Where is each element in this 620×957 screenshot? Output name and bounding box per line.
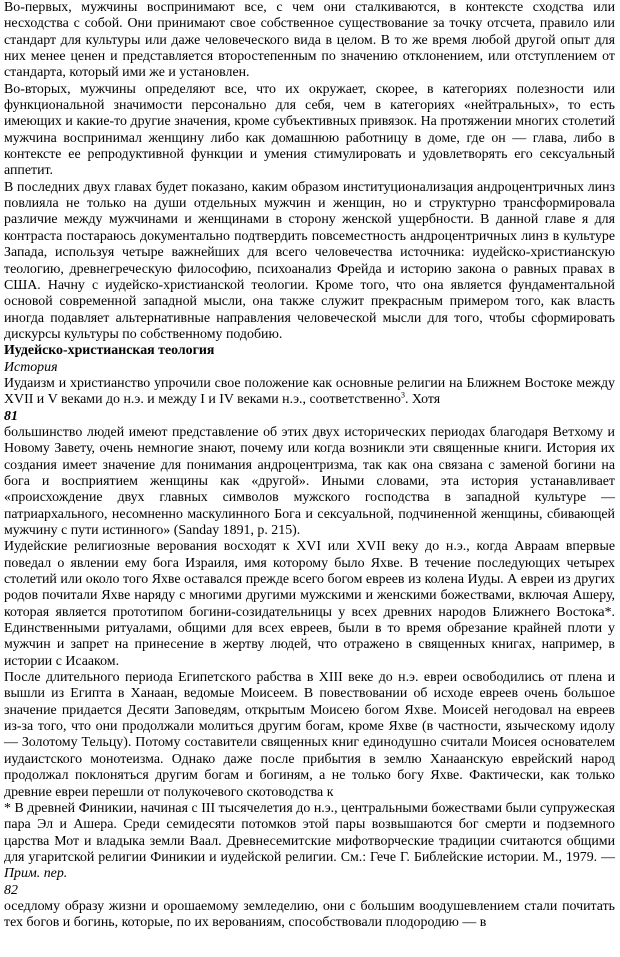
paragraph-history-tail: . Хотя xyxy=(404,392,441,408)
paragraph-history-text: Иудаизм и христианство упрочили свое положение как основные религии на Ближнем Востоке между XVII и V веками до н.э. и между I и IV веками н.э., соответственно xyxy=(4,375,615,408)
paragraph-second: Во-вторых, мужчины определяют все, что их окружает, скорее, в категориях полезности или функциональной значимости персонально для себя, чем в категориях «нейтральных», то есть имеющих и какие-то другие значения, кроме субъективных привязок. На протяжении многих столетий мужчина воспринимал женщину либо как домашнюю работницу в доме, где он — глава, либо в контексте ее репродуктивной функции и умения стимулировать и удовлетворять его сексуальный аппетит. xyxy=(4,81,615,179)
footnote-text: * В древней Финикии, начиная с III тысячелетия до н.э., центральными божествами были супружеская пара Эл и Ашера. Среди семидесяти потомков этой пары возвышаются бог смерти и подземного царства Мот и владыка земли Ваал. Древнесемитские мифотворческие традиции считаются общими для угаритской религии Финикии и иудейской религии. См.: Гече Г. Библейские истории. М., 1979. — xyxy=(4,800,615,865)
paragraph-third: В последних двух главах будет показано, каким образом институционализация андроцентричных линз повлияла не только на души отдельных мужчин и женщин, но и структурно трансформировала различие между мужчинами и женщинами в сторону женской ущербности. В данной главе я для контраста постараюсь документально подтвердить повсеместность андроцентричных линз в культуре Запада, используя четыре важнейших для всего человечества источника: иудейско-христианскую теологию, древнегреческую философию, психоанализ Фрейда и историю закона о равных правах в США. Начну с иудейско-христианской теологии. Кроме того, что она является фундаментальной основой современной западной мысли, она также служит прекрасным примером того, как власть иногда подавляет альтернативные направления человеческой мысли для того, чтобы сформировать дискурсы культуры по собственному подобию. xyxy=(4,179,615,342)
page-number-81: 81 xyxy=(4,408,18,424)
paragraph-agriculture: оседлому образу жизни и орошаемому земледелию, они с большим воодушевлением стали почитать тех богов и богинь, которые, по их верованиям, способствовали плодородию — в xyxy=(4,898,615,931)
paragraph-testaments: большинство людей имеют представление об этих двух исторических периодах благодаря Ветхому и Новому Завету, очень немногие знают, почему или когда возникли эти священные книги. История их создания имеет значение для понимания андроцентризма, так как она связана с заменой богини на бога и восприятием женщины как «другой». Иными словами, эта история устанавливает «происхождение двух главных символов мужского господства в западной культуре — патриархального, несомненно маскулинного Бога и сексуальной, подчиненной женщины, сбивающей мужчину с пути истинного» (Sanday 1891, p. 215). xyxy=(4,424,615,538)
document-page xyxy=(4,0,615,932)
footnote-reference: 3 xyxy=(400,390,405,400)
paragraph-first: Во-первых, мужчины воспринимают все, с чем они сталкиваются, в контексте сходства или несходства с собой. Они принимают свое собственное существование за точку отсчета, правило или стандарт для культуры или даже человеческого вида в целом. В то же время любой другой опыт для них менее ценен и представляется второстепенным по значению отклонением, или отступлением от стандарта, который ими же и установлен. xyxy=(4,0,615,81)
page-number-82: 82 xyxy=(4,882,18,898)
section-heading: Иудейско-христианская теология xyxy=(4,343,215,359)
footnote xyxy=(4,801,615,883)
footnote-translator-note: Прим. пер. xyxy=(4,866,68,882)
paragraph-yahweh: Иудейские религиозные верования восходят к XVI или XVII веку до н.э., когда Авраам впервые поведал о явлении ему бога Израиля, имя которому было Яхве. В течение последующих четырех столетий или около того Яхве оставался прежде всего богом евреев из колена Иуды. А евреи из других родов почитали Яхве наряду с многими другими мужскими и женскими божествами, включая Ашеру, которая является прототипом богини-созидательницы у всех древних народов Ближнего Востока*. Единственными ритуалами, общими для всех евреев, были в то время обрезание крайней плоти у мужчин и запрет на принесение в жертву людей, что отражено в священных книгах, например, в истории с Исааком. xyxy=(4,539,615,669)
section-subheading: История xyxy=(4,359,58,375)
paragraph-exodus: После длительного периода Египетского рабства в XIII веке до н.э. евреи освободились от плена и вышли из Египта в Ханаан, ведомые Моисеем. В повествовании об исходе евреев очень большое значение придается Десяти Заповедям, открытым Моисею богом Яхве. Моисей негодовал на евреев из-за того, что они продолжали молиться другим богам, кроме Яхве (в частности, языческому идолу — Золотому Тельцу). Потому составители священных книг единодушно считали Моисея основателем иудаистского монотеизма. Однако даже после прибытия в землю Ханаанскую еврейский народ продолжал поклоняться другим богам и богиням, а не только богу Яхве. Фактически, как только древние евреи перешли от полукочевого скотоводства к xyxy=(4,670,615,800)
paragraph-history-intro xyxy=(4,376,615,409)
